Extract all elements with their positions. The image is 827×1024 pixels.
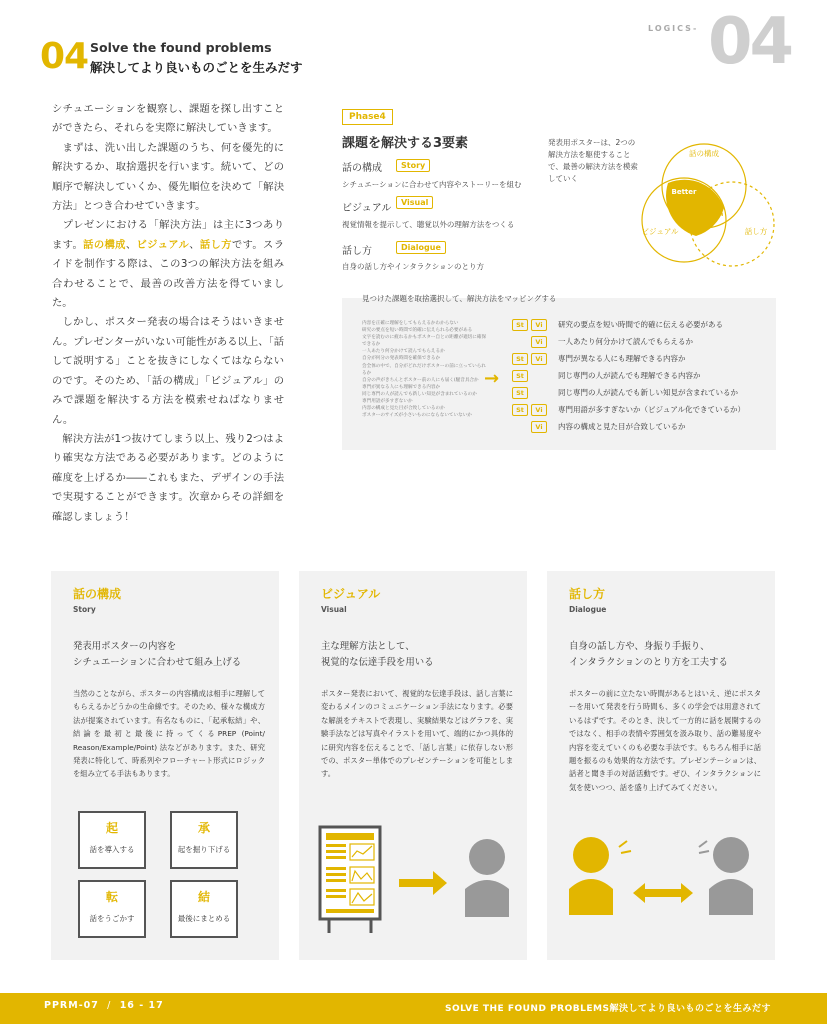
intro-paragraph: まずは、洗い出した課題のうち、何を優先的に解決するか、取捨選択を行います。続いて、どの順序で解決していくか、優先順位を決めて「解決方法」とつき合わせていきます。 — [52, 141, 284, 213]
card-dialogue — [547, 571, 775, 960]
sho-desc: 起を掘り下げる — [177, 845, 231, 854]
card-subtitle: Dialogue — [569, 605, 607, 614]
raw-item: ポスターのサイズが小さいものにならないていないか — [362, 413, 472, 419]
raw-item: 研究の要点を短い時間で的確に伝えられる必要がある — [362, 328, 473, 334]
raw-item: 専門が異なる人にも理解できる内容か — [362, 384, 441, 390]
intro-paragraph — [52, 216, 284, 313]
mapping-row — [512, 404, 762, 418]
element-name: 話の構成 — [342, 163, 382, 174]
chapter-title-ja: 解決してより良いものごとを生みだす — [90, 60, 303, 75]
mapping-text: 一人あたり何分かけて読んでもらえるか — [558, 337, 693, 346]
element-desc: 自身の話し方やインタラクションのとり方 — [342, 262, 485, 271]
tag-story: St — [512, 370, 528, 382]
card-visual — [299, 571, 527, 960]
intro-fragment: です。スライドを制作する際は、この3つの解決方法を組み合わせることで、最善の改善方法を得ていました。 — [52, 238, 285, 310]
intro-fragment: 、 — [189, 238, 200, 251]
card-lead: 自身の話し方や、身振り手振り、 インタラクションのとり方を工夫する — [569, 641, 728, 668]
mapping-text: 研究の要点を短い時間で的確に伝える必要がある — [558, 320, 723, 329]
ketsu-box — [170, 880, 238, 938]
intro-paragraph: しかし、ポスター発表の場合はそうはいきません。プレゼンターがいない可能性がある以上、「話して説明する」ことを抜きにしなくてはならないのです。そのため、「話の構成」「ビジュアル」のみで課題を解決する方法を模索せねばなりません。 — [52, 316, 284, 426]
mapping-text: 同じ専門の人が読んでも新しい知見が含まれているか — [558, 388, 738, 397]
ten-desc: 話をうごかす — [89, 914, 135, 923]
card-subtitle: Visual — [321, 605, 347, 614]
intro-paragraph: シチュエーションを観察し、課題を探し出すことができたら、それらを実際に解決していきます。 — [52, 103, 284, 135]
footer-pages: 16 - 17 — [119, 1000, 164, 1011]
ketsu-char: 結 — [197, 890, 210, 904]
mapping-raw-list — [362, 320, 487, 419]
highlight-visual: ビジュアル — [136, 238, 190, 251]
tag-visual: Vi — [531, 336, 547, 348]
tag-visual: Vi — [531, 319, 547, 331]
ki-desc: 話を導入する — [89, 845, 135, 854]
raw-item: 同じ専門の人が読んでも新しい知見が含まれているのか — [362, 391, 477, 397]
intro-fragment: 、 — [125, 238, 137, 251]
highlight-story: 話の構成 — [83, 238, 126, 251]
right-arrow-icon: → — [484, 368, 500, 389]
sho-box — [170, 811, 238, 869]
card-body: 当然のことながら、ポスターの内容構成は相手に理解してもらえるかどうかの生命線です。そのため、様々な構成方法が提案されています。有名なものに、「起承転結」や、結論を最初と最後に持ってくるPREP (Point/ Reason/Example/Point) 法などがあります。また、研究発表に特化して、時系列やフローチャート形式にロジックを組み立てる手法もあります。 — [73, 689, 265, 779]
raw-item: 専門用語が多すぎないか — [362, 399, 413, 405]
speaker-head-icon — [573, 837, 609, 873]
card-lead: 主な理解方法として、 視覚的な伝達手段を用いる — [321, 641, 434, 668]
footer-title-ja: 解決してより良いものごとを生みだす — [609, 1004, 771, 1014]
mapping-text: 同じ専門の人が読んでも理解できる内容か — [558, 371, 701, 380]
tag-story: St — [512, 319, 528, 331]
tag-story: St — [512, 387, 528, 399]
mapping-row — [512, 336, 762, 350]
phase-tag: Phase4 — [342, 109, 393, 125]
section-number: 04 — [708, 5, 792, 79]
raw-item: 自分の声がきちんとポスター前の人にも届く(騒音具合か — [362, 377, 479, 383]
card-title: ビジュアル — [321, 587, 381, 601]
listener-body-icon — [709, 879, 753, 915]
card-subtitle: Story — [73, 605, 96, 614]
chapter-number: 04 — [40, 36, 89, 77]
mapping-row — [512, 387, 762, 401]
sho-char: 承 — [197, 821, 210, 835]
person-head-icon — [469, 839, 505, 875]
mapping-text: 専門が異なる人にも理解できる内容か — [558, 354, 686, 363]
phase-title: 課題を解決する3要素 — [342, 136, 469, 151]
mapping-title: 見つけた課題を取捨選択して、解決方法をマッピングする — [362, 294, 557, 303]
mapping-row — [512, 421, 762, 435]
footer-page-info — [44, 1000, 164, 1011]
element-name: 話し方 — [342, 246, 372, 257]
element-tag: Visual — [396, 196, 433, 209]
footer-title — [445, 1001, 771, 1014]
section-label: LOGICS- — [648, 24, 699, 33]
ten-char: 転 — [105, 890, 118, 904]
tag-visual: Vi — [531, 421, 547, 433]
venn-label-visual: ビジュアル — [641, 227, 679, 236]
footer-code: PPRM-07 — [44, 1000, 99, 1011]
element-tag: Dialogue — [396, 241, 446, 254]
mapping-row — [512, 319, 762, 333]
venn-label-better: Better — [671, 188, 697, 196]
raw-item: 一人あたり何分かけて読んでもらえるか — [362, 349, 445, 355]
venn-note: 発表用ポスターは、2つの解決方法を駆使することで、最善の解決方法を模索していく — [548, 138, 638, 183]
raw-item: 文字を読むのに疲れるかもポスター自との距離が適切に確保できるか — [362, 335, 487, 348]
listener-head-icon — [713, 837, 749, 873]
venn-label-dialogue: 話し方 — [744, 227, 768, 236]
ki-box — [78, 811, 146, 869]
element-desc: シチュエーションに合わせて内容やストーリーを組む — [342, 180, 522, 189]
element-desc: 視覚情報を提示して、聴覚以外の理解方法をつくる — [342, 220, 515, 229]
card-body: ポスターの前に立たない時間があるとはいえ、逆にポスターを用いて発表を行う時間も、多くの学会では用意されているはずです。そのとき、決して一方的に話を展開するのではなく、相手の表情や雰囲気を汲み取り、話の難易度や内容を変えていくのも必要な手法です。もちろん相手に話題を振るのも効果的な方法です。プレゼンテーションは、話者と聞き手の対話活動です。ぜひ、インタラクションに気を使いつつ、話を盛り上げてみてください。 — [569, 689, 761, 792]
card-story — [51, 571, 279, 960]
raw-item: 自分が何分の発表時間を確保できるか — [362, 356, 441, 362]
highlight-dialogue: 話し方 — [199, 238, 232, 251]
ki-char: 起 — [105, 821, 118, 835]
raw-item: 内容の構成と見た目が合致しているのか — [362, 406, 445, 412]
venn-label-story: 話の構成 — [689, 149, 719, 158]
speaker-body-icon — [569, 879, 613, 915]
venn-label-best: Best Solution — [692, 202, 724, 218]
element-name: ビジュアル — [342, 203, 392, 214]
mapping-row — [512, 370, 762, 384]
poster-illustration — [317, 823, 517, 935]
person-body-icon — [465, 880, 509, 917]
card-title: 話の構成 — [73, 587, 122, 601]
bidirectional-arrow-icon — [633, 883, 693, 903]
mapping-text: 内容の構成と見た目が合致しているか — [558, 422, 686, 431]
mapping-row — [512, 353, 762, 367]
dialogue-illustration — [561, 833, 761, 925]
card-lead: 発表用ポスターの内容を シチュエーションに合わせて組み上げる — [73, 641, 242, 668]
tag-story: St — [512, 353, 528, 365]
tag-visual: Vi — [531, 404, 547, 416]
ten-box — [78, 880, 146, 938]
intro-paragraph: 解決方法が1つ抜けてしまう以上、残り2つはより確実な方法である必要があります。どのように確度を上げるか――これもまた、デザインの手法で実現することができます。次章からその詳細を確認しましょう！ — [52, 432, 284, 523]
raw-item: 内容を正確に理解をしてもらえるかわからない — [362, 321, 459, 326]
arrow-right-icon — [399, 871, 447, 895]
intro-fragment: プレゼンにおける「解決方法」は主に3つあります。 — [52, 219, 284, 251]
card-title: 話し方 — [569, 587, 606, 601]
mapping-text: 専門用語が多すぎないか（ビジュアル化できているか） — [558, 405, 746, 414]
intro-text — [52, 100, 284, 527]
tag-story: St — [512, 404, 528, 416]
footer-title-en: SOLVE THE FOUND PROBLEMS — [445, 1004, 610, 1014]
tag-visual: Vi — [531, 353, 547, 365]
card-body: ポスター発表において、視覚的な伝達手段は、話し言葉に変わるメインのコミュニケーション手法になります。必要な解説をテキストで表現し、実験結果などはグラフを、実験手法などは写真やイラストを用いて、端的にかつ具体的に研究内容を伝えることで、「話し言葉」に依存しない形での、ポスター単体でのプレゼンテーションを可能とします。 — [321, 689, 513, 779]
element-tag: Story — [396, 159, 430, 172]
venn-diagram — [636, 128, 786, 273]
raw-item: 会全体の中で、自分がどれだけポスターの前に立っていられるか — [362, 363, 486, 376]
chapter-title-en: Solve the found problems — [90, 40, 272, 55]
footer-slash: / — [107, 1000, 112, 1011]
ketsu-desc: 最後にまとめる — [177, 914, 231, 923]
